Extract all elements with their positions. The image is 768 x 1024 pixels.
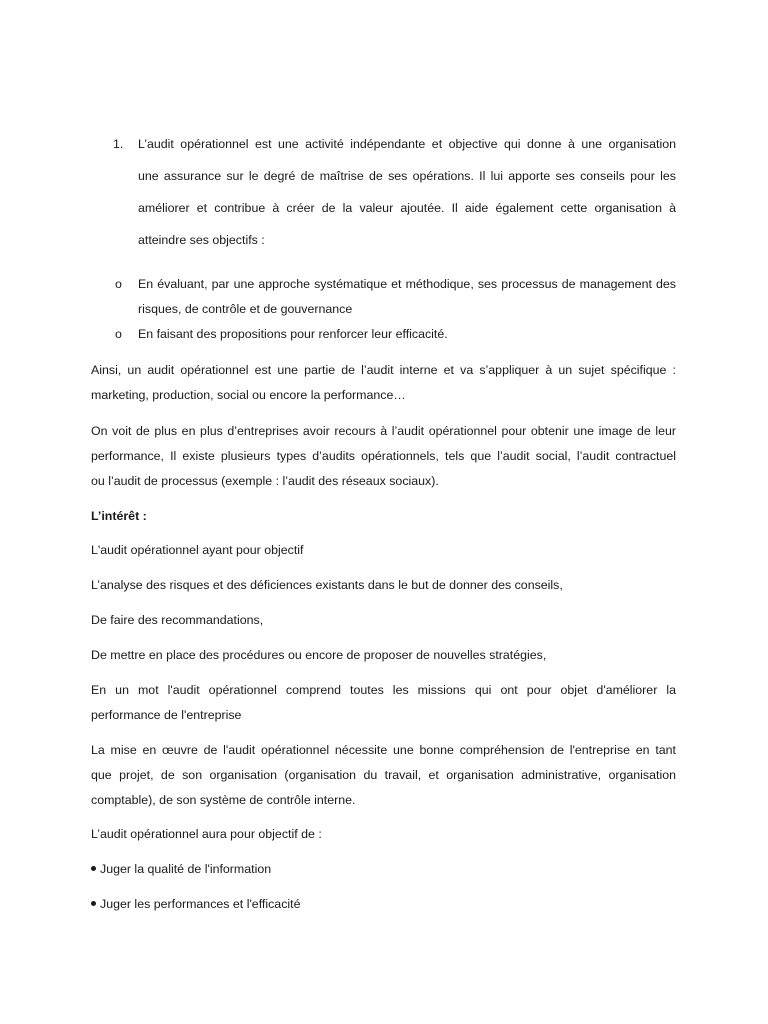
bullet-text: Juger les performances et l'efficacité xyxy=(100,897,301,911)
section-heading: L’intérêt : xyxy=(91,509,147,523)
text-line: comptable), de son système de contrôle interne. xyxy=(91,793,356,807)
bullet-marker: o xyxy=(115,277,122,291)
text-line: performance de l'entreprise xyxy=(91,708,242,722)
list-number: 1. xyxy=(113,137,124,151)
paragraph: L’analyse des risques et des déficiences existants dans le but de donner des conseils, xyxy=(91,578,563,592)
text-line: améliorer et contribue à créer de la valeur ajoutée. Il aide également cette organisation à xyxy=(138,201,676,215)
text-line: En faisant des propositions pour renforcer leur efficacité. xyxy=(138,327,448,341)
text-line: atteindre ses objectifs : xyxy=(138,233,265,247)
text-line: En un mot l'audit opérationnel comprend toutes les missions qui ont pour objet d'améliorer la xyxy=(91,683,676,697)
bullet-marker: o xyxy=(115,327,122,341)
text-line: L’audit opérationnel est une activité indépendante et objective qui donne à une organisation xyxy=(138,137,676,151)
bullet-text: Juger la qualité de l'information xyxy=(100,862,272,876)
text-line: performance, Il existe plusieurs types d’audits opérationnels, tels que l’audit social, l’audit contractuel xyxy=(91,449,676,463)
text-line: une assurance sur le degré de maîtrise de ses opérations. Il lui apporte ses conseils pour les xyxy=(138,169,676,183)
bullet-dot-icon xyxy=(91,866,96,871)
paragraph: L'audit opérationnel ayant pour objectif xyxy=(91,543,304,557)
bullet-dot-icon xyxy=(91,901,96,906)
text-line: Ainsi, un audit opérationnel est une partie de l’audit interne et va s’appliquer à un sujet spécifique : xyxy=(91,363,676,377)
text-line: La mise en œuvre de l'audit opérationnel nécessite une bonne compréhension de l'entreprise en tant xyxy=(91,743,676,757)
paragraph: De mettre en place des procédures ou encore de proposer de nouvelles stratégies, xyxy=(91,648,547,662)
bullet-item xyxy=(91,862,676,876)
bullet-item xyxy=(91,897,676,911)
text-line: que projet, de son organisation (organisation du travail, et organisation administrative, organisation xyxy=(91,768,676,782)
text-line: On voit de plus en plus d’entreprises avoir recours à l’audit opérationnel pour obtenir une image de leur xyxy=(91,424,676,438)
text-line: risques, de contrôle et de gouvernance xyxy=(138,302,353,316)
paragraph: L’audit opérationnel aura pour objectif de : xyxy=(91,827,322,841)
text-line: En évaluant, par une approche systématique et méthodique, ses processus de management des xyxy=(138,277,676,291)
text-line: ou l’audit de processus (exemple : l’audit des réseaux sociaux). xyxy=(91,474,439,488)
paragraph: De faire des recommandations, xyxy=(91,613,264,627)
text-line: marketing, production, social ou encore la performance… xyxy=(91,388,406,402)
